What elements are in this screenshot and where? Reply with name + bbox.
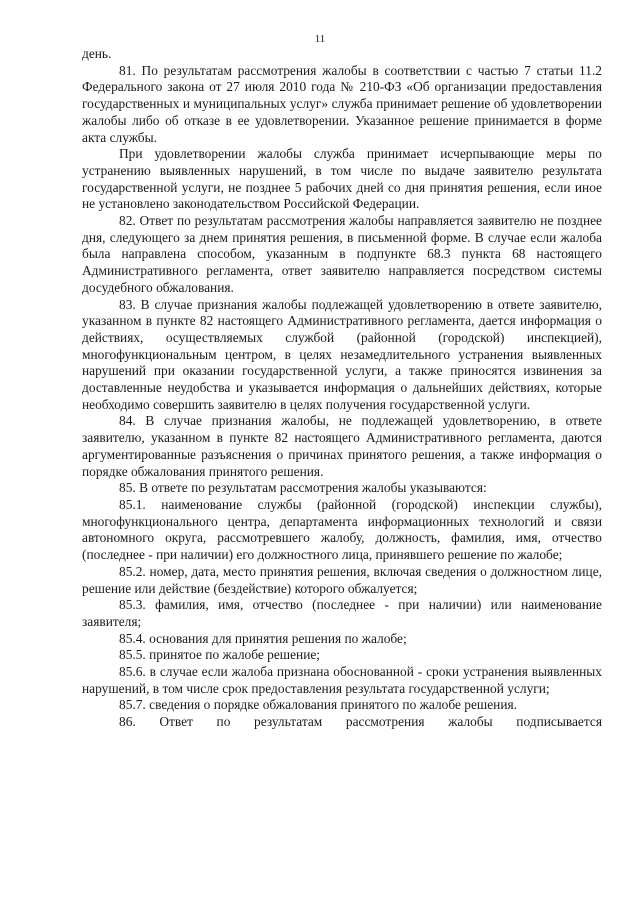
paragraph: 85.4. основания для принятия решения по жалобе; [119, 630, 407, 646]
paragraph: 85.6. в случае если жалоба признана обоснованной - сроки устранения выявленных нарушений, в том числе срок предоставления результата государственной услуги; [82, 664, 602, 696]
paragraph: 81. По результатам рассмотрения жалобы в соответствии с частью 7 статьи 11.2 Федерального закона от 27 июля 2010 года № 210-ФЗ «Об организации предоставления государственных и муниципальных услуг» служба принимает решение об удовлетворении жалобы либо об отказе в ее удовлетворении. Указанное решение принимается в форме акта службы. [82, 62, 602, 145]
paragraph: 85.5. принятое по жалобе решение; [119, 647, 321, 663]
paragraph: 85.1. наименование службы (районной (городской) инспекции службы), многофункционального центра, департамента информационных технологий и связи автономного округа, рассмотревшего жалобу, должность, фамилия, имя, отчество (последнее - при наличии) его должностного лица, принявшего решение по жалобе; [82, 496, 602, 563]
paragraph: 85.3. фамилия, имя, отчество (последнее - при наличии) или наименование заявителя; [82, 597, 602, 629]
paragraph: 85.7. сведения о порядке обжалования принятого по жалобе решения. [119, 697, 517, 713]
document-body [82, 46, 602, 731]
paragraph: При удовлетворении жалобы служба принимает исчерпывающие меры по устранению выявленных нарушений, в том числе по выдаче заявителю результата государственной услуги, не позднее 5 рабочих дней со дня принятия решения, если иное не установлено законодательством Российской Федерации. [82, 146, 602, 212]
paragraph: 85.2. номер, дата, место принятия решения, включая сведения о должностном лице, решение или действие (бездействие) которого обжалуется; [82, 563, 602, 596]
paragraph: день. [82, 46, 112, 61]
paragraph: 85. В ответе по результатам рассмотрения жалобы указываются: [119, 480, 487, 496]
paragraph: 84. В случае признания жалобы, не подлежащей удовлетворению, в ответе заявителю, указанном в пункте 82 настоящего Административного регламента, даются аргументированные разъяснения о причинах принятого решения, а также информация о порядке обжалования принятого решения. [82, 413, 602, 479]
paragraph: 83. В случае признания жалобы подлежащей удовлетворению в ответе заявителю, указанном в пункте 82 настоящего Административного регламента, дается информация о действиях, осуществляемых службой (районной (городской) инспекцией), многофункциональным центром, в целях незамедлительного устранения выявленных нарушений при оказании государственной услуги, а также приносятся извинения за доставленные неудобства и указывается информация о дальнейших действиях, которые необходимо совершить заявителю в целях получения государственной услуги. [82, 296, 602, 412]
paragraph: 86. Ответ по результатам рассмотрения жалобы подписывается [119, 714, 602, 730]
page-number: 11 [314, 33, 326, 45]
paragraph: 82. Ответ по результатам рассмотрения жалобы направляется заявителю не позднее дня, следующего за днем принятия решения, в письменной форме. В случае если жалоба была направлена способом, указанным в подпункте 68.3 пункта 68 настоящего Административного регламента, ответ заявителю направляется посредством системы досудебного обжалования. [82, 213, 602, 295]
